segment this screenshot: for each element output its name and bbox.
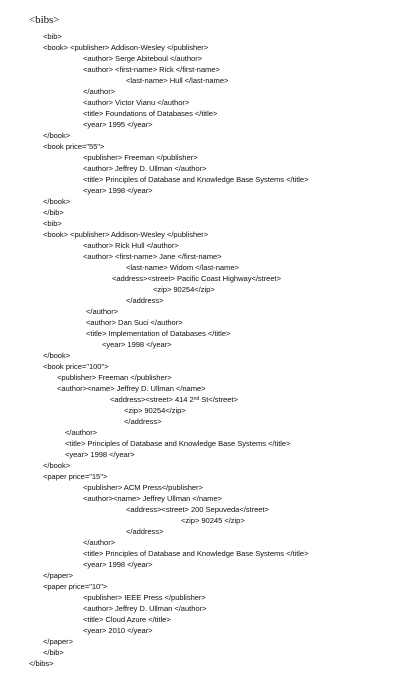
line-text: <author><name> Jeffrey Ullman </name> — [83, 494, 222, 503]
xml-line-bib — [43, 219, 62, 229]
line-text: </bib> — [43, 648, 64, 657]
line-text: </bibs> — [29, 659, 54, 668]
line-text: <bibs> — [29, 14, 59, 26]
line-text: <author><name> Jeffrey D. Ullman </name> — [57, 384, 206, 393]
xml-line-book — [43, 43, 208, 53]
line-text: <year> 1995 </year> — [83, 120, 153, 129]
line-text: <author> Victor Vianu </author> — [83, 98, 189, 107]
xml-line-paper — [43, 582, 107, 592]
line-text: <publisher> ACM Press</publisher> — [83, 483, 203, 492]
line-text: <author> Dan Suci </author> — [86, 318, 183, 327]
line-text: </author> — [83, 87, 115, 96]
xml-line-address-close — [126, 527, 164, 537]
line-text: <publisher> IEEE Press </publisher> — [83, 593, 206, 602]
line-text: <title> Foundations of Databases </title> — [83, 109, 217, 118]
line-text: </book> — [43, 197, 70, 206]
line-text-continued: St</street> — [199, 395, 238, 404]
xml-line-book — [43, 142, 104, 152]
xml-line-year — [83, 186, 153, 196]
xml-line-zip — [181, 516, 245, 526]
line-text: </paper> — [43, 571, 73, 580]
line-text: <bib> — [43, 32, 62, 41]
xml-line-book-close — [43, 197, 70, 207]
xml-line-address — [110, 395, 238, 405]
xml-line-author — [83, 54, 202, 64]
line-text: <zip> 90254</zip> — [124, 406, 186, 415]
xml-line-bib — [43, 32, 62, 42]
line-text: <address><street> Pacific Coast Highway</street> — [112, 274, 281, 283]
line-text: <last-name> Hull </last-name> — [126, 76, 228, 85]
line-text: </author> — [83, 538, 115, 547]
line-text: <paper price="10"> — [43, 582, 107, 591]
line-text: <paper price="15"> — [43, 472, 107, 481]
xml-line-author-close — [86, 307, 118, 317]
xml-line-publisher — [83, 153, 198, 163]
xml-line-author — [83, 164, 206, 174]
xml-line-bib-close — [43, 648, 64, 658]
xml-line-author-close — [65, 428, 97, 438]
line-text: </book> — [43, 351, 70, 360]
line-text: <address><street> 200 Sepuveda</street> — [126, 505, 269, 514]
line-text: <publisher> Freeman </publisher> — [57, 373, 172, 382]
line-text: <year> 1998 </year> — [102, 340, 172, 349]
line-text: <book price="100"> — [43, 362, 109, 371]
xml-line-last-name — [126, 76, 228, 86]
line-text: <zip> 90245 </zip> — [181, 516, 245, 525]
line-text: <book> <publisher> Addison-Wesley </publisher> — [43, 230, 208, 239]
xml-line-author — [57, 384, 206, 394]
line-text: <title> Implementation of Databases </title> — [86, 329, 230, 338]
line-text: </paper> — [43, 637, 73, 646]
xml-line-author — [83, 65, 220, 75]
line-text: <author> Rick Hull </author> — [83, 241, 179, 250]
line-text: <zip> 90254</zip> — [153, 285, 215, 294]
xml-line-author — [83, 241, 179, 251]
line-text: </author> — [65, 428, 97, 437]
xml-line-year — [102, 340, 172, 350]
xml-line-bibs-close — [29, 659, 54, 669]
xml-line-book-close — [43, 131, 70, 141]
xml-line-book-close — [43, 461, 70, 471]
line-text: <year> 1998 </year> — [83, 560, 153, 569]
line-text: </author> — [86, 307, 118, 316]
xml-line-author-close — [83, 87, 115, 97]
xml-line-author-close — [83, 538, 115, 548]
line-text: <author> Jeffrey D. Ullman </author> — [83, 604, 206, 613]
xml-line-paper-close — [43, 571, 73, 581]
line-text: </address> — [126, 296, 164, 305]
line-text: <author> Serge Abiteboul </author> — [83, 54, 202, 63]
xml-line-bibs — [29, 14, 59, 27]
xml-line-title — [83, 549, 309, 559]
xml-line-author — [83, 494, 222, 504]
xml-line-title — [65, 439, 291, 449]
xml-line-publisher — [57, 373, 172, 383]
line-text: <title> Cloud Azure </title> — [83, 615, 171, 624]
xml-line-paper-close — [43, 637, 73, 647]
line-text: </bib> — [43, 208, 64, 217]
xml-line-author — [86, 318, 183, 328]
xml-line-title — [83, 109, 217, 119]
ordinal-suffix: nd — [194, 396, 199, 402]
line-text: <last-name> Widom </last-name> — [126, 263, 239, 272]
line-text: <author> Jeffrey D. Ullman </author> — [83, 164, 206, 173]
xml-line-address-close — [124, 417, 162, 427]
line-text: <year> 1998 </year> — [65, 450, 135, 459]
line-text: </book> — [43, 131, 70, 140]
line-text: <bib> — [43, 219, 62, 228]
xml-line-book-close — [43, 351, 70, 361]
line-text: <year> 1998 </year> — [83, 186, 153, 195]
line-text: <address><street> 414 2 — [110, 395, 194, 404]
xml-line-address — [112, 274, 281, 284]
xml-line-publisher — [83, 483, 203, 493]
xml-line-zip — [153, 285, 215, 295]
xml-line-year — [65, 450, 135, 460]
line-text: <book> <publisher> Addison-Wesley </publisher> — [43, 43, 208, 52]
line-text: <author> <first-name> Rick </first-name> — [83, 65, 220, 74]
xml-line-book — [43, 362, 109, 372]
xml-line-year — [83, 120, 153, 130]
xml-line-bib-close — [43, 208, 64, 218]
xml-line-year — [83, 626, 153, 636]
line-text: <year> 2010 </year> — [83, 626, 153, 635]
xml-line-title — [86, 329, 230, 339]
xml-line-paper — [43, 472, 107, 482]
xml-line-year — [83, 560, 153, 570]
line-text: </address> — [126, 527, 164, 536]
xml-line-zip — [124, 406, 186, 416]
xml-line-address-close — [126, 296, 164, 306]
line-text: <book price="55"> — [43, 142, 104, 151]
xml-line-title — [83, 615, 171, 625]
line-text: <title> Principles of Database and Knowledge Base Systems </title> — [83, 549, 309, 558]
line-text: <title> Principles of Database and Knowledge Base Systems </title> — [65, 439, 291, 448]
xml-line-publisher — [83, 593, 206, 603]
xml-line-book — [43, 230, 208, 240]
xml-line-last-name — [126, 263, 239, 273]
line-text: </book> — [43, 461, 70, 470]
xml-line-author — [83, 252, 222, 262]
xml-line-address — [126, 505, 269, 515]
line-text: <author> <first-name> Jane </first-name> — [83, 252, 222, 261]
line-text: </address> — [124, 417, 162, 426]
line-text: <publisher> Freeman </publisher> — [83, 153, 198, 162]
xml-line-author — [83, 604, 206, 614]
xml-line-title — [83, 175, 309, 185]
xml-line-author — [83, 98, 189, 108]
line-text: <title> Principles of Database and Knowledge Base Systems </title> — [83, 175, 309, 184]
